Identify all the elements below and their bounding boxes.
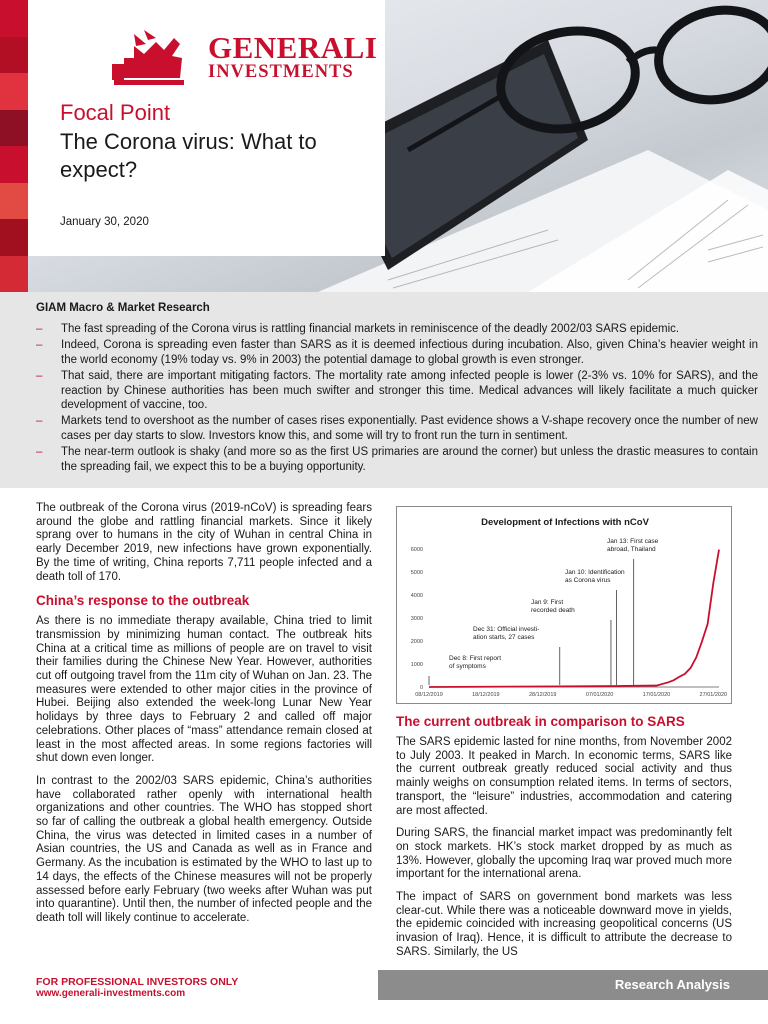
infections-chart [396,506,732,704]
y-tick-label: 2000 [410,639,423,645]
footer-band [378,970,768,1000]
winged-lion-logo-icon [104,28,204,86]
dash-icon: – [36,415,43,428]
summary-list [36,322,758,476]
body-column-left [36,502,372,935]
dash-icon: – [36,446,43,459]
summary-bullet: – Markets tend to overshoot as the number of cases rises exponentially. Past evidence shows a V-shape recovery once the number of new cases per day starts to slow. Investors know this, and some will try to front run the turn in sentiment. [36,415,758,442]
y-tick-label: 6000 [410,547,423,553]
summary-heading: GIAM Macro & Market Research [36,302,210,314]
x-tick-label: 18/12/2019 [472,692,500,698]
page-title: The Corona virus: What to expect? [60,129,317,182]
body-column-right [396,714,732,969]
summary-bullet: – That said, there are important mitigating factors. The mortality rate among infected people is lower (2-3% vs. 10% for SARS), and the reaction by Chinese authorities has been much swifter and stronger this time. Medical advances will likely facilitate a much quicker development of vaccine, too. [36,370,758,412]
annotation-label: Jan 10: Identification as Corona virus [565,569,625,584]
x-tick-label: 28/12/2019 [528,692,557,698]
y-tick-label: 0 [419,685,423,691]
series-label: Focal Point [60,100,171,125]
summary-bullet: – Indeed, Corona is spreading even faster than SARS as it is deemed infectious during incubation. Also, given China’s heavier weight in the world economy (19% today vs. 9% in 2003) the potential damage to global growth is even stronger. [36,339,758,366]
y-tick-label: 4000 [410,593,423,599]
summary-panel [0,292,768,488]
annotation-label: Dec 31: Official investi-ation starts, 27 cases [473,626,540,641]
y-tick-label: 5000 [410,570,423,576]
annotation-label: Jan 13: First case abroad, Thailand [607,538,659,553]
section-heading-china-response: China’s response to the outbreak [36,593,250,609]
summary-bullet: – The fast spreading of the Corona virus is rattling financial markets in reminiscence of the deadly 2002/03 SARS epidemic. [36,323,680,335]
dash-icon: – [36,323,43,335]
paragraph: In contrast to the 2002/03 SARS epidemic, China’s authorities have collaborated rather openly with international health organizations and other countries. The WHO has stopped short so far of calling the outbreak a global health emergency. Outside China, the virus was detected in limited cases in a number of Asian countries, the US and Canada as well as in France and Germany. As the incubation is estimated by the WHO to last up to 14 days, the effects of the Chinese measures will not be properly assessed before early February (two weeks after Wuhan was put into quarantine). Until then, the number of infected people and the death toll will likely continue to accelerate. [36,774,372,924]
annotation-label: Dec 8: First report of symptoms [449,655,502,670]
x-tick-label: 17/01/2020 [642,692,671,698]
paragraph: During SARS, the financial market impact was predominantly felt on stock markets. HK’s stock market dropped by as much as 13%. However, globally the upcoming Iraq war proved much more important for the international arena. [396,827,732,881]
intro-paragraph: The outbreak of the Corona virus (2019-nCoV) is spreading fears around the globe and rattling financial markets. Since it likely sprang over to humans in the city of Wuhan in central China in early December 2019, new infections have grown exponentially. By the time of writing, China reports 7,711 people infected and a death toll of 170. [36,502,372,583]
chart-title: Development of Infections with nCoV [481,517,649,528]
annotation-label: Jan 9: First recorded death [531,599,575,614]
section-heading-sars-comparison: The current outbreak in comparison to SARS [396,714,685,729]
decorative-stripes [0,0,28,292]
x-tick-label: 08/12/2019 [415,692,443,698]
dash-icon: – [36,370,43,383]
paragraph: The SARS epidemic lasted for nine months, from November 2002 to July 2003. It peaked in March. In economic terms, SARS like the current outbreak greatly reduced social activity and thus mainly weighs on consumption related items. In terms of sectors, transport, the “leisure” industries, accommodation and catering are most affected. [396,736,732,817]
paragraph: The impact of SARS on government bond markets was less clear-cut. While there was a noticeable downward move in yields, the epidemic coincided with increasing geopolitical concerns (US invasion of Iraq). Hence, it is difficult to attribute the decrease to SARS. Similarly, the US [396,891,732,958]
publication-date: January 30, 2020 [60,216,149,228]
brand-subname: INVESTMENTS [208,62,354,82]
x-tick-label: 27/01/2020 [699,692,728,698]
chart-canvas [397,507,733,705]
website-link[interactable]: www.generali-investments.com [36,988,186,999]
professional-notice: FOR PROFESSIONAL INVESTORS ONLY [36,976,239,988]
y-tick-label: 3000 [410,616,423,622]
section-label: Research Analysis [614,977,730,992]
paragraph: As there is no immediate therapy available, China tried to limit transmission by minimizing human contact. The outbreak hits China at a critical time as millions of people are on travel to visit their families during the Chinese New Year. However, authorities cut off outgoing travel from the 11m city of Wuhan on Jan. 23. The measures were extended to other major cities in the province of Hubei. Beijing also extended the week-long Lunar New Year holidays by three days to February 2 and called off major celebrations. Other places of “mass” attendance remain closed at least in the most affected areas. In some regions factories will shut down even longer. [36,615,372,765]
x-tick-label: 07/01/2020 [585,692,614,698]
dash-icon: – [36,339,43,352]
summary-bullet: – The near-term outlook is shaky (and more so as the first US primaries are around the corner) but unless the drastic measures to contain the spreading fail, we expect this to be a buying opportunity. [36,446,758,473]
y-tick-label: 1000 [410,662,423,668]
brand-name: GENERALI [208,30,378,65]
